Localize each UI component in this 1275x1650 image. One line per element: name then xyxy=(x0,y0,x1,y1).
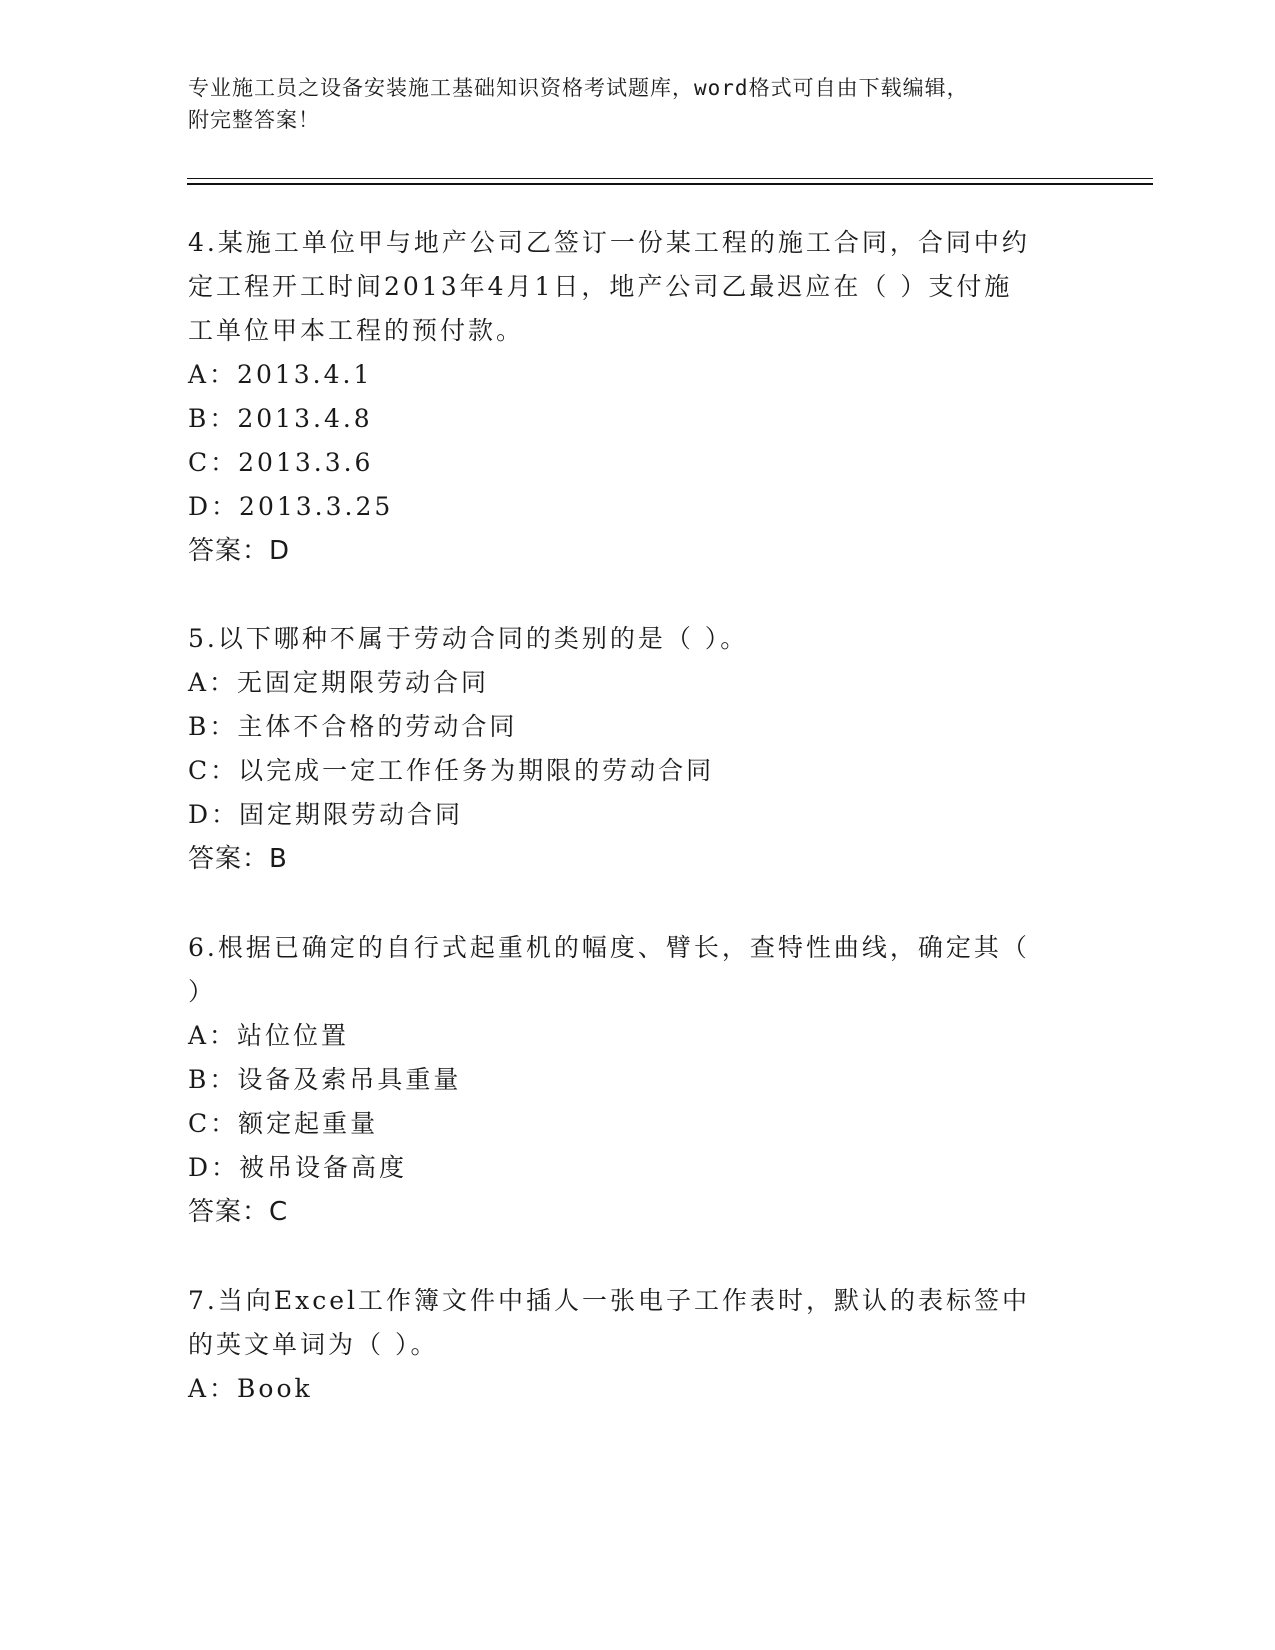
question-6-option-a: A：站位位置 xyxy=(188,1021,350,1050)
document-header xyxy=(188,72,1068,136)
question-4-stem-line-2: 定工程开工时间2013年4月1日，地产公司乙最迟应在（ ）支付施 xyxy=(188,272,1013,301)
question-4-option-b: B：2013.4.8 xyxy=(188,404,373,433)
question-7-stem-line-1: 7.当向Excel工作簿文件中插人一张电子工作表时，默认的表标签中 xyxy=(188,1286,1030,1315)
question-6-option-d: D：被吊设备高度 xyxy=(188,1153,408,1182)
question-5-answer: 答案：B xyxy=(188,844,288,874)
question-5-stem-line-1: 5.以下哪种不属于劳动合同的类别的是（ ）。 xyxy=(188,624,749,653)
header-divider-thick xyxy=(187,183,1153,185)
question-4-answer: 答案：D xyxy=(188,536,291,566)
question-6-stem-line-1: 6.根据已确定的自行式起重机的幅度、臂长，查特性曲线，确定其（ xyxy=(188,933,1030,962)
header-line-1: 专业施工员之设备安装施工基础知识资格考试题库，word格式可自由下载编辑， xyxy=(188,76,969,100)
question-6-answer: 答案：C xyxy=(188,1197,289,1227)
question-7-stem-line-2: 的英文单词为（ ）。 xyxy=(188,1330,439,1359)
question-4-option-d: D：2013.3.25 xyxy=(188,492,394,521)
question-6-option-b: B：设备及索吊具重量 xyxy=(188,1065,462,1094)
header-divider-thin xyxy=(187,178,1153,179)
question-4-option-a: A：2013.4.1 xyxy=(188,360,373,389)
question-5-option-b: B：主体不合格的劳动合同 xyxy=(188,712,518,741)
question-7-option-a: A：Book xyxy=(188,1374,313,1403)
question-5-option-c: C：以完成一定工作任务为期限的劳动合同 xyxy=(188,756,715,785)
header-line-2: 附完整答案！ xyxy=(188,108,320,132)
question-4-stem-line-1: 4.某施工单位甲与地产公司乙签订一份某工程的施工合同，合同中约 xyxy=(188,228,1030,257)
question-4-stem-line-3: 工单位甲本工程的预付款。 xyxy=(188,316,525,345)
question-6-option-c: C：额定起重量 xyxy=(188,1109,379,1138)
question-6-stem-line-2: ） xyxy=(188,977,217,1006)
question-5-option-d: D：固定期限劳动合同 xyxy=(188,800,464,829)
question-5-option-a: A：无固定期限劳动合同 xyxy=(188,668,490,697)
question-4-option-c: C：2013.3.6 xyxy=(188,448,374,477)
